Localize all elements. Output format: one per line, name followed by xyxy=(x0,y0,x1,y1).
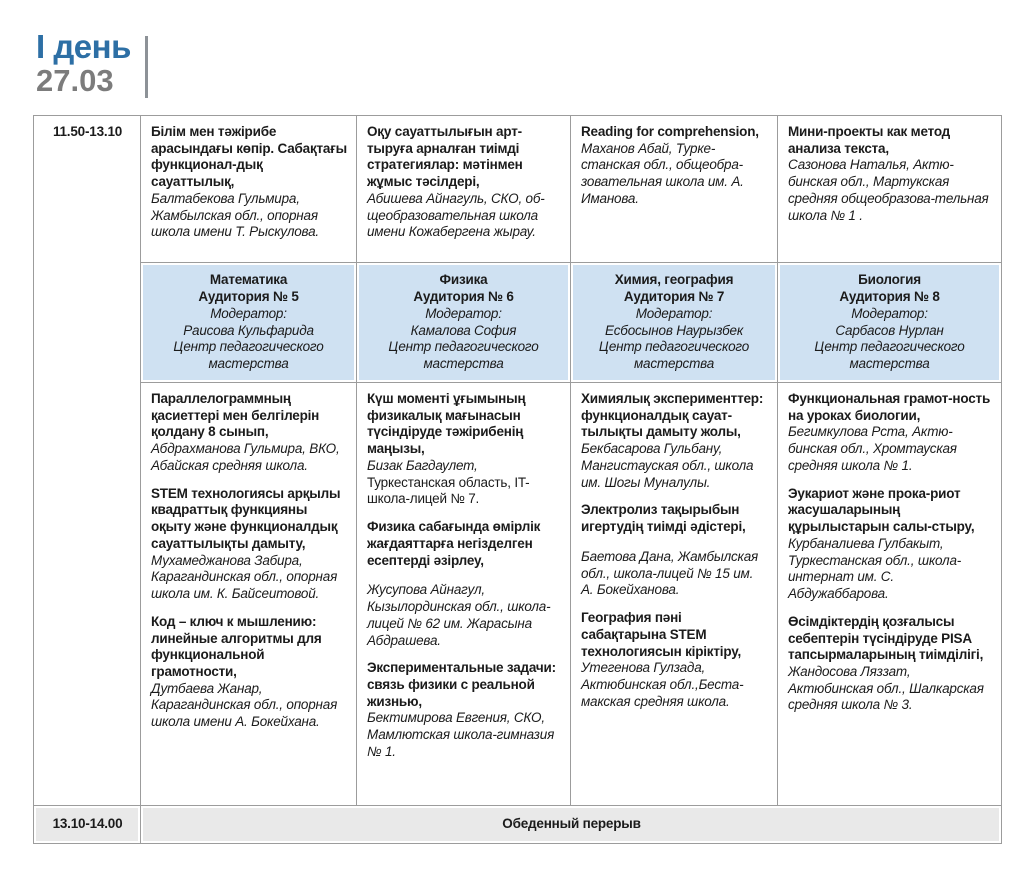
session-title: Мини-проекты как метод анализа текста, xyxy=(788,124,951,156)
room-subject: Физика xyxy=(439,272,488,288)
day-label: I день xyxy=(36,28,131,65)
time-cell-lunch xyxy=(34,806,141,844)
time-morning-label: 11.50-13.10 xyxy=(52,124,123,139)
continuation-cell-chemistry xyxy=(571,116,778,263)
continuation-cell-math xyxy=(141,116,357,263)
session-speaker: Жусупова Айнагул, Кызылординская обл., школа-лицей № 62 им. Жарасына Абдрашева. xyxy=(367,582,551,648)
session-speaker: Мухамеджанова Забира, Карагандинская обл., опорная школа им. К. Байсеитовой. xyxy=(151,552,338,602)
session-speaker: Сазонова Наталья, Актю-бинская обл., Мартукская средняя общеобразова-тельная школа № 1 . xyxy=(788,157,989,223)
session-title: Параллелограммның қасиеттері мен белгілерін қолдану 8 сынып, xyxy=(151,391,320,440)
moderator-label: Модератор: xyxy=(425,305,502,321)
session-speaker: Балтабекова Гульмира, Жамбылская обл., опорная школа имени Т. Рыскулова. xyxy=(151,190,319,240)
session xyxy=(581,610,768,710)
moderator-org: Центр педагогического мастерства xyxy=(388,339,539,371)
session-title: Reading for comprehension, xyxy=(581,124,759,139)
session-title: Физика сабағында өмірлік жағдаяттарға негізделген есептерді әзірлеу, xyxy=(367,519,541,568)
session-title: Функциональная грамот-ность на уроках биологии, xyxy=(788,391,991,423)
session-title: Оқу сауаттылығын арт-тыруға арналған тиімді стратегиялар: мәтінмен жұмыс тәсілдері, xyxy=(367,124,523,190)
session-speaker: Курбаналиева Гулбакыт, Туркестанская обл., школа-интернат им. С. Абдужаббарова. xyxy=(788,535,962,602)
row-room-headers xyxy=(34,263,1002,383)
session-speaker: Бекбасарова Гульбану, Мангистауская обл., школа им. Шогы Муналулы. xyxy=(581,441,754,490)
session-speaker: Маханов Абай, Турке-станская обл., общеобра-зовательная школа им. А. Иманова. xyxy=(581,140,744,206)
moderator-label: Модератор: xyxy=(210,305,287,321)
session xyxy=(581,391,768,491)
day-texts xyxy=(36,30,131,97)
moderator-org: Центр педагогического мастерства xyxy=(173,339,324,371)
session-title: Эукариот және прока-риот жасушаларының құрылыстарын салы-стыру, xyxy=(788,485,975,535)
session-title: Код – ключ к мышлению: линейные алгоритмы для функциональной грамотности, xyxy=(151,613,322,680)
session xyxy=(151,486,347,603)
session-title: География пәні сабақтарына STEM технологиясын кіріктіру, xyxy=(581,610,742,659)
session-speaker: Жандосова Ляззат, Актюбинская обл., Шалкарская средняя школа № 3. xyxy=(788,664,984,713)
session-speaker: Бизак Багдаулет, xyxy=(367,457,478,473)
session-title: Химиялық эксперименттер: функционалдық сауат-тылықты дамыту жолы, xyxy=(581,391,764,440)
session xyxy=(788,614,992,714)
session xyxy=(367,519,561,649)
session-speaker: Абишева Айнагуль, СКО, об-щеобразовательная школа имени Кожабергена жырау. xyxy=(367,190,545,240)
room-number: Аудитория № 8 xyxy=(839,289,940,305)
session-speaker: Бектимирова Евгения, СКО, Мамлютская школа-гимназия № 1. xyxy=(367,710,555,759)
session-speaker: Баетова Дана, Жамбылская обл., школа-лицей № 15 им. А. Бокейханова. xyxy=(581,548,759,598)
session xyxy=(151,614,347,731)
session-title: Білім мен тәжірибе арасындағы көпір. Сабақтағы функционал-дық сауаттылық, xyxy=(151,124,347,190)
session-affiliation: Туркестанская область, IT-школа-лицей № 7. xyxy=(367,474,530,507)
session xyxy=(367,660,561,760)
day-rule-divider xyxy=(145,36,148,98)
room-subject: Химия, география xyxy=(614,272,734,288)
room-number: Аудитория № 7 xyxy=(623,289,725,305)
moderator-label: Модератор: xyxy=(635,305,713,321)
moderator-org: Центр педагогического мастерства xyxy=(814,339,965,371)
session xyxy=(581,502,768,599)
time-cell-morning xyxy=(34,116,141,806)
continuation-cell-physics xyxy=(357,116,571,263)
moderator-org: Центр педагогического мастерства xyxy=(598,339,750,371)
room-subject: Математика xyxy=(209,272,288,288)
moderator-label: Модератор: xyxy=(851,305,928,321)
session xyxy=(788,391,992,475)
room-header-math xyxy=(141,263,357,383)
row-lunch xyxy=(34,806,1002,844)
session-title: STEM технологиясы арқылы квадраттық функцияны оқыту және функционалдық сауаттылықты дамыту, xyxy=(151,485,341,551)
schedule-table xyxy=(33,115,1002,844)
room-subject: Биология xyxy=(858,272,921,288)
room-header-chemistry xyxy=(571,263,778,383)
session-title: Экспериментальные задачи: связь физики с реальной жизнью, xyxy=(367,660,556,709)
session-speaker: Утегенова Гулзада, Актюбинская обл.,Беста-макская средняя школа. xyxy=(581,660,744,709)
session xyxy=(367,391,561,508)
session-speaker: Абдрахманова Гульмира, ВКО, Абайская средняя школа. xyxy=(151,441,340,473)
moderator-name: Раисова Кульфарида xyxy=(183,322,314,338)
lunch-cell xyxy=(141,806,1002,844)
day-date: 27.03 xyxy=(36,62,114,98)
moderator-name: Есбосынов Наурызбек xyxy=(604,322,744,338)
moderator-name: Сарбасов Нурлан xyxy=(835,322,944,338)
room-number: Аудитория № 6 xyxy=(413,289,514,305)
row-continuation xyxy=(34,116,1002,263)
sessions-cell-physics xyxy=(357,383,571,806)
lunch-label: Обеденный перерыв xyxy=(502,816,641,832)
sessions-cell-math xyxy=(141,383,357,806)
session-speaker: Дутбаева Жанар, Карагандинская обл., опорная школа имени А. Бокейхана. xyxy=(151,680,338,730)
session-title: Электролиз тақырыбын игертудің тиімді әдістері, xyxy=(581,502,746,535)
session-title: Күш моменті ұғымының физикалық мағынасын түсіндіруде тәжірибенің маңызы, xyxy=(367,391,526,457)
session-speaker: Бегимкулова Рста, Актю-бинская обл., Хромтауская средняя школа № 1. xyxy=(788,424,957,473)
row-sessions xyxy=(34,383,1002,806)
room-header-biology xyxy=(778,263,1002,383)
room-header-physics xyxy=(357,263,571,383)
session xyxy=(788,486,992,603)
time-lunch-label: 13.10-14.00 xyxy=(52,816,123,832)
continuation-cell-biology xyxy=(778,116,1002,263)
room-number: Аудитория № 5 xyxy=(198,289,299,305)
moderator-name: Камалова София xyxy=(410,322,517,338)
session xyxy=(151,391,347,475)
day-header xyxy=(36,30,148,98)
session-title: Өсімдіктердің қозғалысы себептерін түсіндіруде PISA тапсырмаларының тиімділігі, xyxy=(788,613,984,663)
sessions-cell-biology xyxy=(778,383,1002,806)
sessions-cell-chemistry xyxy=(571,383,778,806)
